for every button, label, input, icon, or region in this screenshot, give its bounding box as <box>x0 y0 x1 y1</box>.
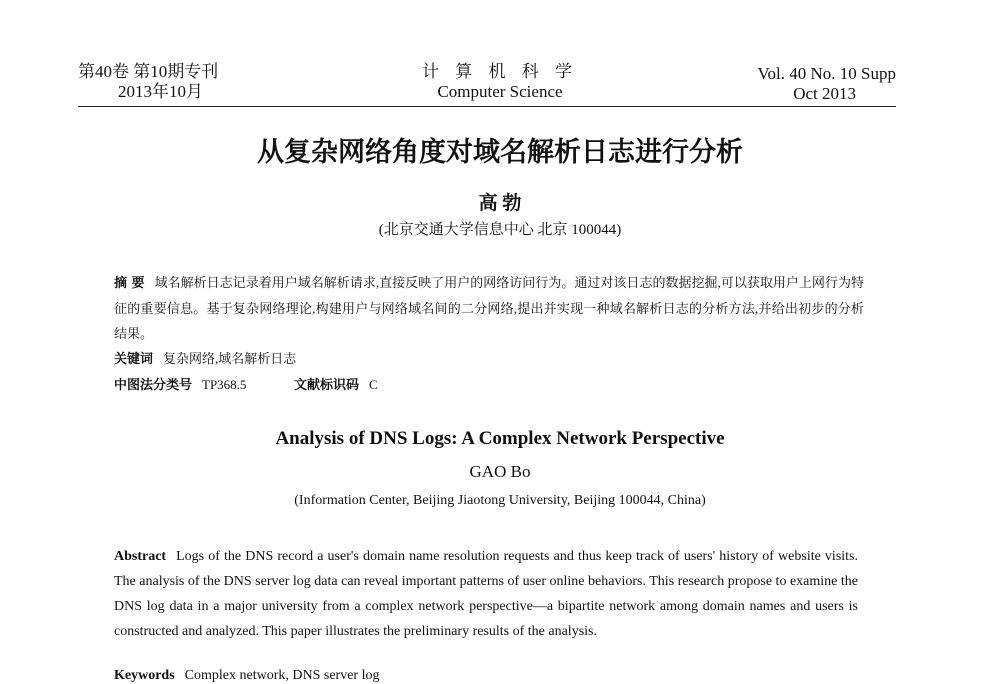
class-label: 中图法分类号 <box>114 378 193 393</box>
cn-keywords <box>114 346 864 372</box>
issue-date: 2013年10月 <box>118 82 203 101</box>
en-keywords-label: Keywords <box>114 668 175 683</box>
en-author: GAO Bo <box>469 462 531 481</box>
cn-abstract <box>114 270 864 346</box>
header-rule <box>78 106 896 107</box>
en-abstract-label: Abstract <box>114 549 167 564</box>
issue-volume: 第40卷 第10期专刊 <box>78 62 219 81</box>
author: 高 勃 <box>478 193 522 214</box>
doc-label: 文献标识码 <box>294 378 360 393</box>
issue-date-en: Oct 2013 <box>793 84 856 103</box>
en-keywords-text: Complex network, DNS server log <box>184 668 380 683</box>
en-keywords <box>114 668 379 684</box>
journal-name-cn: 计 算 机 科 学 <box>422 62 578 81</box>
cn-abstract-block <box>114 270 864 398</box>
cn-abstract-text: 域名解析日志记录着用户域名解析请求,直接反映了用户的网络访问行为。通过对该日志的数据挖掘,可以获取用户上网行为特征的重要信息。基于复杂网络理论,构建用户与网络域名间的二分网络,提出并实现一种域名解析日志的分析方法,并给出初步的分析结果。 <box>114 275 864 341</box>
class-value: TP368.5 <box>202 377 247 392</box>
doc-value: C <box>369 377 378 392</box>
cn-keywords-label: 关键词 <box>114 352 154 367</box>
en-affiliation: (Information Center, Beijing Jiaotong University, Beijing 100044, China) <box>294 493 706 508</box>
en-title: Analysis of DNS Logs: A Complex Network Perspective <box>275 428 725 449</box>
paper-title: 从复杂网络角度对域名解析日志进行分析 <box>257 137 743 168</box>
issue-volume-en: Vol. 40 No. 10 Supp <box>757 64 896 83</box>
journal-name-en: Computer Science <box>437 82 563 101</box>
en-abstract <box>114 544 858 644</box>
cn-classification <box>114 372 864 398</box>
cn-abstract-label: 摘 要 <box>114 276 145 291</box>
journal-issue-en <box>757 64 896 104</box>
en-abstract-text: Logs of the DNS record a user's domain name resolution requests and thus keep track of users' history of website visits. The analysis of the DNS server log data can reveal important patterns of user online behaviors. This research propose to examine the DNS log data in a major university from a complex network perspective—a bipartite network among domain names and users is constructed and analyzed. This paper illustrates the preliminary results of the analysis. <box>114 549 858 639</box>
affiliation: (北京交通大学信息中心 北京 100044) <box>378 222 622 238</box>
cn-keywords-text: 复杂网络,域名解析日志 <box>163 351 297 366</box>
